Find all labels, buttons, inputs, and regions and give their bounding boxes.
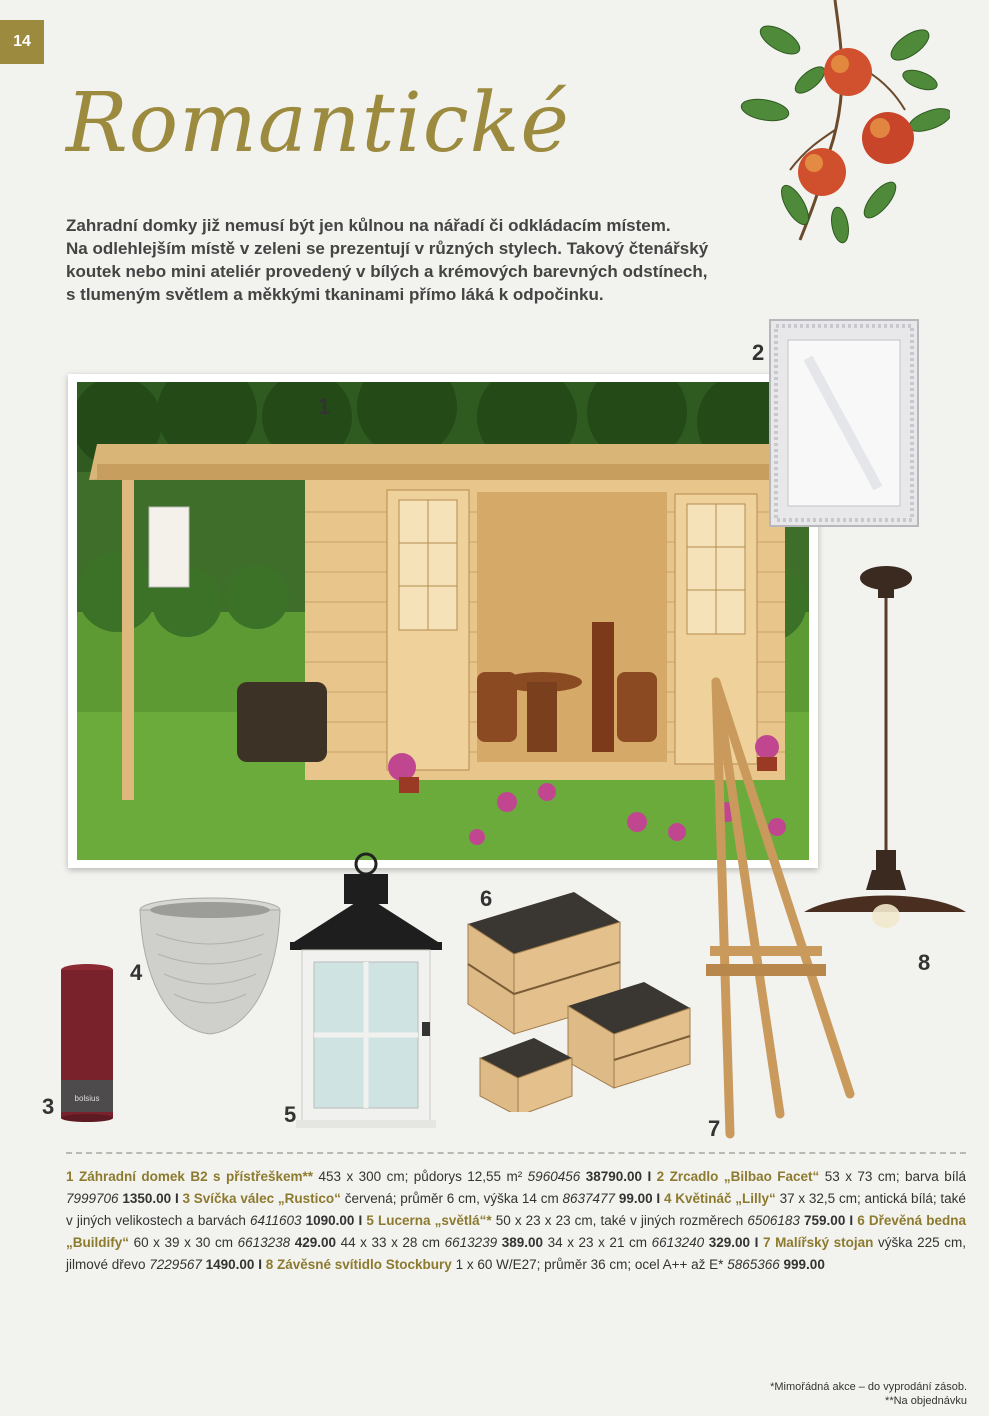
product-desc: 60 x 39 x 30 cm [129, 1235, 238, 1250]
product-number: 8 [265, 1257, 274, 1272]
separator: I [258, 1257, 262, 1272]
product-name: Dřevěná bedna „Buildify“ [66, 1213, 967, 1250]
marker-3: 3 [42, 1094, 55, 1119]
product-code: 8637477 [562, 1191, 616, 1206]
pendant-lamp-product-image [802, 560, 968, 936]
product-variant-desc: 34 x 23 x 21 cm [543, 1235, 652, 1250]
marker-2: 2 [752, 340, 765, 365]
product-price: 38790.00 [585, 1169, 642, 1184]
candle-brand-label: bolsius [74, 1094, 100, 1103]
product-desc: 453 x 300 cm; půdorys 12,55 m² [313, 1169, 528, 1184]
wooden-crates-product-image [464, 888, 696, 1112]
separator: I [174, 1191, 179, 1206]
page-title: Romantické [66, 76, 570, 171]
marker-7: 7 [708, 1116, 721, 1141]
product-code: 6613238 [237, 1235, 291, 1250]
product-code: 5960456 [527, 1169, 581, 1184]
product-number: 2 [656, 1169, 665, 1184]
product-variant-price: 389.00 [501, 1235, 544, 1250]
product-name: Závěsné svítidlo Stockbury [277, 1257, 452, 1272]
separator: I [656, 1191, 661, 1206]
separator: I [358, 1213, 363, 1228]
product-number: 5 [366, 1213, 374, 1228]
product-number: 1 [66, 1169, 74, 1184]
product-name: Svíčka válec „Rustico“ [193, 1191, 341, 1206]
product-code: 6506183 [747, 1213, 800, 1228]
divider [66, 1152, 966, 1154]
product-name: Malířský stojan [775, 1235, 874, 1250]
product-code: 5865366 [727, 1257, 780, 1272]
product-variant-code: 6613239 [444, 1235, 498, 1250]
marker-5: 5 [284, 1102, 297, 1127]
product-desc: 1 x 60 W/E27; průměr 36 cm; ocel A++ až E* [451, 1257, 728, 1272]
product-code: 6411603 [249, 1213, 302, 1228]
product-variant-price: 329.00 [708, 1235, 751, 1250]
footnote-special-offer: *Mimořádná akce – do vyprodání zásob. [770, 1381, 967, 1393]
page-number-badge: 14 [0, 20, 44, 64]
product-price: 759.00 [804, 1213, 846, 1228]
intro-line: Na odlehlejším místě v zeleni se prezentují v různých stylech. Takový čtenářský [66, 239, 709, 258]
product-code: 7999706 [66, 1191, 119, 1206]
product-number: 6 [857, 1213, 865, 1228]
product-number: 3 [182, 1191, 190, 1206]
product-number: 7 [762, 1235, 771, 1250]
lantern-product-image [288, 852, 444, 1130]
intro-line: koutek nebo mini ateliér provedený v bílých a krémových barevných odstínech, [66, 262, 708, 281]
product-name: Záhradní domek B2 s přístřeškem** [78, 1169, 314, 1184]
product-price: 1350.00 [122, 1191, 172, 1206]
candle-product-image [58, 962, 116, 1122]
mirror-product-image [768, 318, 920, 528]
product-price: 999.00 [783, 1257, 825, 1272]
product-name: Zrcadlo „Bilbao Facet“ [669, 1169, 820, 1184]
separator: I [849, 1213, 854, 1228]
product-descriptions [66, 1166, 966, 1276]
product-code: 7229567 [149, 1257, 202, 1272]
marker-1: 1 [318, 394, 331, 419]
marker-6: 6 [480, 886, 493, 911]
product-price: 429.00 [294, 1235, 337, 1250]
footnote-on-order: **Na objednávku [885, 1395, 967, 1407]
separator: I [647, 1169, 652, 1184]
marker-4: 4 [130, 960, 143, 985]
apple-branch-illustration [740, 0, 950, 245]
intro-line: Zahradní domky již nemusí být jen kůlnou na nářadí či odkládacím místem. [66, 216, 671, 235]
footnotes [770, 1380, 967, 1408]
product-price: 99.00 [618, 1191, 653, 1206]
product-desc: červená; průměr 6 cm, výška 14 cm [340, 1191, 563, 1206]
product-desc: 53 x 73 cm; barva bílá [819, 1169, 966, 1184]
product-desc: 37 x 32,5 cm; antická bílá; také v jiných velikostech a barvách [66, 1191, 966, 1228]
product-name: Lucerna „světlá“* [378, 1213, 492, 1228]
product-variant-desc: 44 x 33 x 28 cm [336, 1235, 445, 1250]
product-name: Květináč „Lilly“ [675, 1191, 776, 1206]
product-price: 1090.00 [305, 1213, 355, 1228]
separator: I [754, 1235, 759, 1250]
product-price: 1490.00 [205, 1257, 255, 1272]
intro-line: s tlumeným světlem a měkkými tkaninami přímo láká k odpočinku. [66, 285, 604, 304]
intro-text [66, 214, 726, 306]
product-desc: 50 x 23 x 23 cm, také v jiných rozměrech [491, 1213, 748, 1228]
product-number: 4 [663, 1191, 672, 1206]
marker-8: 8 [918, 950, 931, 975]
flower-pot-product-image [136, 894, 284, 1042]
product-variant-code: 6613240 [651, 1235, 705, 1250]
product-desc: výška 225 cm, jilmové dřevo [66, 1235, 966, 1272]
